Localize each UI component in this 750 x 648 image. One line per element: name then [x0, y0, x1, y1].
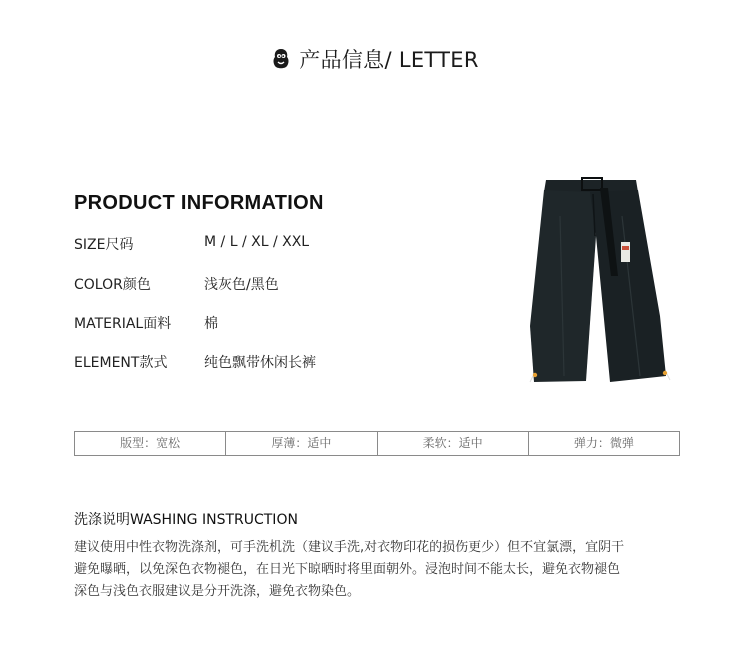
- washing-heading: 洗涤说明WASHING INSTRUCTION: [74, 512, 298, 528]
- feature-cell-elasticity: 弹力：微弹: [573, 436, 634, 450]
- washing-line: 避免曝晒，以免深色衣物褪色，在日光下晾晒时将里面朝外。浸泡时间不能太长，避免衣物褪色: [74, 562, 621, 577]
- feature-cell-thickness: 厚薄：适中: [226, 432, 377, 455]
- spec-label: COLOR颜色: [74, 277, 151, 293]
- feature-cell-fit: 版型：宽松: [75, 432, 226, 455]
- spec-value: 棉: [204, 316, 218, 332]
- washing-line: 建议使用中性衣物洗涤剂，可手洗机洗（建议手洗,对衣物印花的损伤更少）但不宜氯漂，宜阴干: [74, 540, 625, 555]
- page-header: [0, 44, 750, 74]
- page-title: 产品信息/ LETTER: [299, 48, 479, 72]
- brand-mascot-icon: [271, 48, 291, 70]
- product-image-pants: [500, 176, 690, 386]
- spec-value: 浅灰色/黑色: [204, 277, 279, 293]
- product-info-heading: PRODUCT INFORMATION: [74, 192, 324, 214]
- washing-instructions: [74, 537, 694, 603]
- feature-table: [74, 431, 680, 456]
- spec-value: 纯色飘带休闲长裤: [204, 355, 316, 371]
- spec-label: MATERIAL面料: [74, 316, 172, 332]
- washing-line: 深色与浅色衣服建议是分开洗涤，避免衣物染色。: [74, 584, 361, 599]
- spec-label: SIZE尺码: [74, 237, 134, 253]
- spec-label: ELEMENT款式: [74, 355, 168, 371]
- spec-value: M / L / XL / XXL: [204, 234, 310, 250]
- feature-cell-softness: 柔软：适中: [378, 432, 529, 455]
